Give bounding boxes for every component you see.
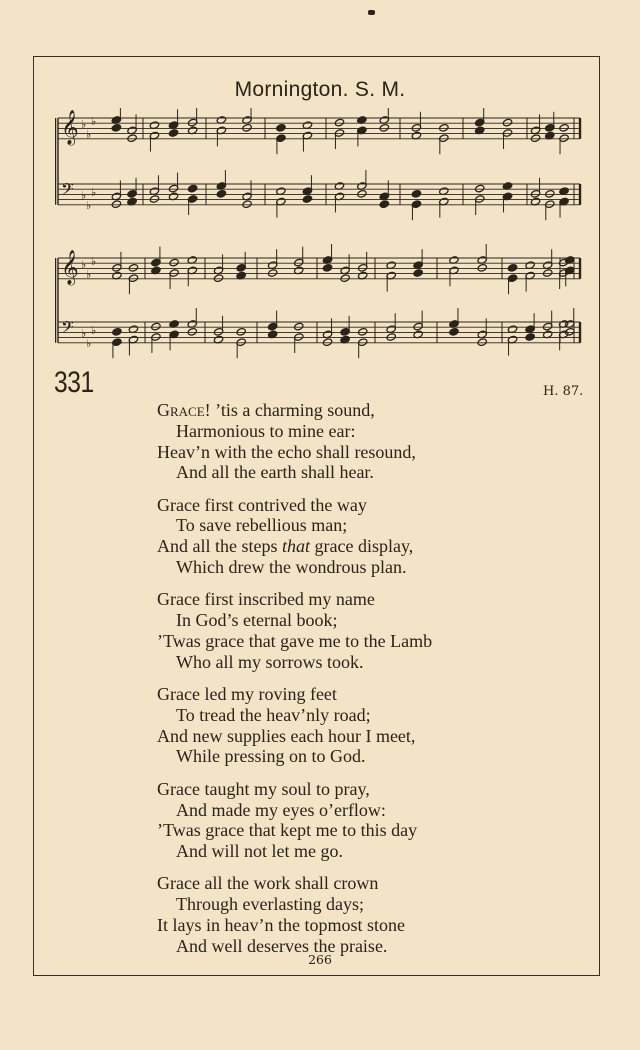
note-head (334, 118, 344, 127)
verse-line: Grace first inscribed my name (157, 589, 375, 610)
verse-line: Through everlasting days; (176, 894, 364, 915)
verse-line: ’Twas grace that kept me to this day (157, 820, 418, 841)
flat-sign: ♭ (91, 255, 97, 268)
flat-sign: ♭ (91, 324, 97, 337)
verse-line: Heav’n with the echo shall resound, (157, 441, 416, 462)
flat-sign: ♭ (91, 186, 97, 199)
note-head (545, 189, 555, 198)
verse-line: It lays in heav’n the topmost stone (157, 915, 405, 936)
note-head (439, 123, 449, 132)
verse-line: And well deserves the praise. (176, 935, 388, 956)
note-head (502, 118, 512, 127)
note-head (128, 263, 138, 272)
verse-line: Who all my sorrows took. (176, 651, 364, 672)
note-head (559, 123, 569, 132)
note-head (565, 327, 575, 336)
verse-line (157, 400, 432, 421)
treble-clef: 𝄞 (61, 250, 79, 285)
note-head (169, 258, 179, 267)
stanza-3 (157, 589, 432, 672)
note-head (357, 189, 367, 198)
note-head (294, 322, 304, 331)
flat-sign: ♭ (81, 118, 87, 131)
verse-line-lead: Grace (157, 400, 205, 420)
note-head (111, 200, 121, 209)
printer-mark (368, 10, 375, 15)
note-head (151, 322, 161, 331)
note-head (322, 338, 332, 347)
note-head (358, 327, 368, 336)
verse-line: While pressing on to God. (176, 746, 366, 767)
note-head (216, 189, 226, 198)
verse-line: To tread the heav’nly road; (176, 704, 371, 725)
stanza-5 (157, 779, 432, 862)
verse-line: Which drew the wondrous plan. (176, 557, 407, 578)
flat-sign: ♭ (81, 258, 87, 271)
note-head (543, 269, 553, 278)
note-head (112, 327, 122, 336)
flat-sign: ♭ (81, 327, 87, 340)
flat-sign: ♭ (86, 128, 92, 141)
verse-line: Grace taught my soul to pray, (157, 778, 370, 799)
verse-line: And new supplies each hour I meet, (157, 725, 416, 746)
flat-sign: ♭ (86, 337, 92, 350)
note-head (213, 274, 223, 283)
bass-clef: 𝄢 (61, 317, 74, 341)
note-head (449, 327, 459, 336)
note-head (149, 195, 159, 204)
verse-line-pre: And all the steps (157, 536, 282, 557)
hymn-text (157, 400, 432, 968)
bass-clef: 𝄢 (61, 179, 74, 203)
note-head (386, 333, 396, 342)
stanza-4 (157, 684, 432, 767)
stanza-2 (157, 495, 432, 578)
note-head (525, 333, 535, 342)
verse-line: To save rebellious man; (176, 515, 348, 536)
stanza-1 (157, 400, 432, 483)
music-score (55, 108, 585, 363)
verse-line: Harmonious to mine ear: (176, 420, 356, 441)
hymn-number: 331 (54, 366, 94, 399)
note-head (276, 123, 286, 132)
page-number: 266 (308, 952, 332, 967)
verse-line: In God’s eternal book; (176, 610, 338, 631)
note-head (411, 189, 421, 198)
verse-line: And all the earth shall hear. (176, 462, 374, 483)
note-head (507, 263, 517, 272)
note-head (340, 274, 350, 283)
flat-sign: ♭ (86, 268, 92, 281)
verse-line: Grace led my roving feet (157, 684, 337, 705)
verse-line: ’Twas grace that gave me to the Lamb (157, 630, 433, 651)
tune-title: Mornington. S. M. (234, 78, 406, 101)
note-head (379, 200, 389, 209)
note-head (530, 134, 540, 143)
note-head (322, 263, 332, 272)
verse-line: Grace all the work shall crown (157, 873, 379, 894)
note-head (413, 269, 423, 278)
treble-clef: 𝄞 (61, 110, 79, 145)
verse-line-post: grace display, (310, 536, 414, 557)
note-head (242, 200, 252, 209)
note-head (127, 134, 137, 143)
note-head (187, 184, 197, 193)
verse-line: And made my eyes o’erflow: (176, 799, 386, 820)
note-head (302, 195, 312, 204)
note-head (477, 263, 487, 272)
note-head (267, 269, 277, 278)
note-head (475, 184, 485, 193)
hymn-reference: H. 87. (543, 384, 584, 399)
flat-sign: ♭ (86, 199, 92, 212)
verse-line-rest: ! ’tis a charming sound, (204, 400, 375, 420)
note-head (242, 123, 252, 132)
note-head (379, 123, 389, 132)
stanza-6 (157, 873, 432, 956)
verse-line-emphasis: that (281, 536, 310, 557)
verse-line: And will not let me go. (176, 841, 343, 862)
note-head (236, 327, 246, 336)
note-head (477, 338, 487, 347)
verse-line (157, 536, 432, 557)
note-head (168, 129, 178, 138)
note-head (111, 123, 121, 132)
note-head (187, 327, 197, 336)
verse-line: Grace first contrived the way (157, 494, 367, 515)
flat-sign: ♭ (81, 189, 87, 202)
flat-sign: ♭ (91, 115, 97, 128)
